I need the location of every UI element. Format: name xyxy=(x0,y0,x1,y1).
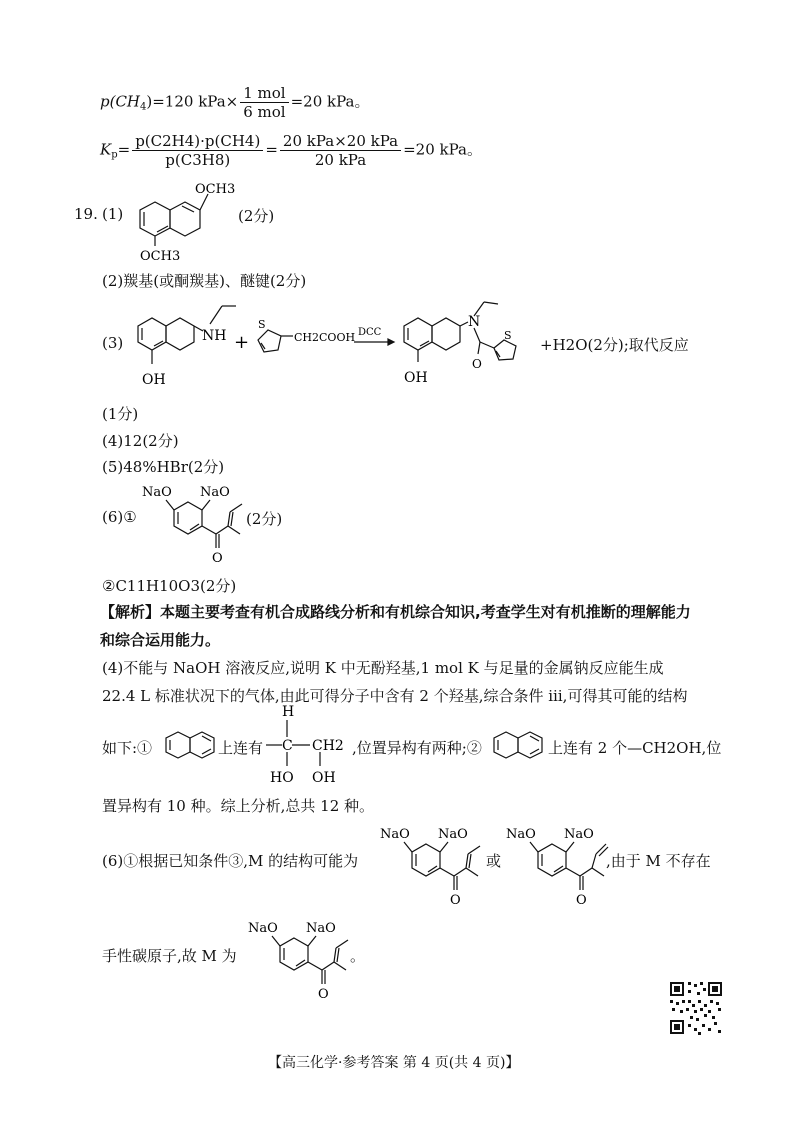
ketone-o-label-3: O xyxy=(576,893,587,908)
analysis-p4-line3-a: 如下:① xyxy=(102,739,153,757)
nao-label-4: NaO xyxy=(438,827,468,842)
pch4-rhs-pre: )=120 kPa× xyxy=(146,92,239,111)
analysis-p4-line4: 置异构有 10 种。综上分析,总共 12 种。 xyxy=(102,797,375,815)
kp-equation xyxy=(100,132,482,169)
analysis-p6-line2-end: 。 xyxy=(350,947,366,965)
analysis-p4-line3-e: 上连有 2 个—CH2OH,位 xyxy=(548,739,722,757)
pch4-denominator: 6 mol xyxy=(243,103,286,121)
aminotetralin-structure xyxy=(138,306,236,388)
q19-p3-tail2: (1分) xyxy=(102,405,139,423)
analysis-p6-line1-b: ,由于 M 不存在 xyxy=(606,852,711,870)
diol-fragment-structure xyxy=(266,700,362,790)
analysis-p4-line1: (4)不能与 NaOH 溶液反应,说明 K 中无酚羟基,1 mol K 与足量的金属钠反应能生成 xyxy=(102,659,664,677)
ketone-o-label: O xyxy=(212,551,223,566)
q19-p5: (5)48%HBr(2分) xyxy=(102,458,225,476)
pch4-fraction xyxy=(240,84,288,121)
nh-label: NH xyxy=(202,328,227,344)
kp-fraction-1 xyxy=(132,132,263,169)
och3-top-label: OCH3 xyxy=(195,182,236,197)
q19-number: 19. xyxy=(74,205,98,223)
nao-label-1: NaO xyxy=(142,485,172,500)
kp-lhs: K xyxy=(100,140,112,159)
c-label: C xyxy=(282,738,293,754)
q19-p3-tail: +H2O(2分);取代反应 xyxy=(540,336,689,354)
nao-label-6: NaO xyxy=(564,827,594,842)
kp-eq-sign-2: = xyxy=(265,140,278,159)
pch4-numerator: 1 mol xyxy=(240,84,288,103)
analysis-title-2: 和综合运用能力。 xyxy=(100,631,221,649)
kp-denominator-1: p(C3H8) xyxy=(165,151,231,169)
kp-lhs-sub: p xyxy=(111,149,118,161)
kp-numerator-1: p(C2H4)·p(CH4) xyxy=(132,132,263,151)
analysis-p6-line2: 手性碳原子,故 M 为 xyxy=(102,947,237,965)
nao-label-2: NaO xyxy=(200,485,230,500)
nao-label-8: NaO xyxy=(306,921,336,936)
q19-p1-score: (2分) xyxy=(238,207,275,225)
q19-p6-score: (2分) xyxy=(246,510,283,528)
kp-denominator-2: 20 kPa xyxy=(314,151,367,169)
kp-eq-sign: = xyxy=(117,140,131,159)
oh-label-2: OH xyxy=(404,370,428,386)
acid-label: CH2COOH xyxy=(294,331,356,344)
q19-p6-2: ②C11H10O3(2分) xyxy=(102,577,237,595)
n-label: N xyxy=(468,314,481,330)
kp-fraction-2 xyxy=(280,132,401,169)
q19-p2: (2)羰基(或酮羰基)、醚键(2分) xyxy=(102,272,307,290)
s-label-2: S xyxy=(504,329,512,342)
pch4-lhs-sub: 4 xyxy=(140,101,147,113)
thiophene-acetic-acid-structure xyxy=(258,318,355,352)
q19-p3-label: (3) xyxy=(102,334,124,352)
analysis-p4-line3-d: ,位置异构有两种;② xyxy=(352,739,482,757)
naphthalene-icon-1 xyxy=(164,728,220,762)
ketone-o-label-4: O xyxy=(318,987,329,1002)
q19-p4: (4)12(2分) xyxy=(102,432,179,450)
dimethoxynaphthalene-structure xyxy=(120,178,240,268)
oh-label-3: OH xyxy=(312,770,336,786)
oh-label-1: OH xyxy=(142,372,166,388)
ho-label: HO xyxy=(270,770,294,786)
h-label: H xyxy=(282,704,295,720)
qr-code-icon[interactable] xyxy=(668,980,724,1036)
naphthalene-icon-2 xyxy=(492,728,548,762)
compound-m-isomer-structure xyxy=(504,818,616,912)
compound-m-structure-2 xyxy=(378,818,490,912)
q19-p1-label: (1) xyxy=(102,205,124,223)
s-label-1: S xyxy=(258,318,266,331)
carbonyl-o-label: O xyxy=(472,357,482,371)
analysis-p6-line1-a: (6)①根据已知条件③,M 的结构可能为 xyxy=(102,852,359,870)
pch4-result: =20 kPa。 xyxy=(290,92,370,111)
pch4-lhs: p(CH xyxy=(100,92,141,111)
analysis-p6-or: 或 xyxy=(486,852,502,870)
nao-label-3: NaO xyxy=(380,827,410,842)
compound-m-structure-1 xyxy=(140,476,252,570)
och3-bottom-label: OCH3 xyxy=(140,249,181,264)
page-footer: 【高三化学·参考答案 第 4 页(共 4 页)】 xyxy=(268,1055,520,1071)
analysis-p4-line3-b: 上连有 xyxy=(218,739,264,757)
dcc-label: DCC xyxy=(358,327,382,338)
plus-sign: + xyxy=(234,332,250,353)
nao-label-5: NaO xyxy=(506,827,536,842)
kp-result: =20 kPa。 xyxy=(403,140,482,159)
reaction-arrow xyxy=(354,327,394,345)
ch2-label: CH2 xyxy=(312,738,344,754)
nao-label-7: NaO xyxy=(248,921,278,936)
kp-numerator-2: 20 kPa×20 kPa xyxy=(280,132,401,151)
ketone-o-label-2: O xyxy=(450,893,461,908)
compound-m-structure-final xyxy=(246,912,358,1006)
q19-p6-label: (6)① xyxy=(102,508,137,526)
pch4-equation xyxy=(100,84,369,121)
analysis-title: 【解析】本题主要考查有机合成路线分析和有机综合知识,考查学生对有机推断的理解能力 xyxy=(100,603,691,621)
analysis-p4-line2: 22.4 L 标准状况下的气体,由此可得分子中含有 2 个羟基,综合条件 ⅲ,可得其可能的结构 xyxy=(102,687,688,705)
rotigotine-product-structure xyxy=(404,302,516,386)
